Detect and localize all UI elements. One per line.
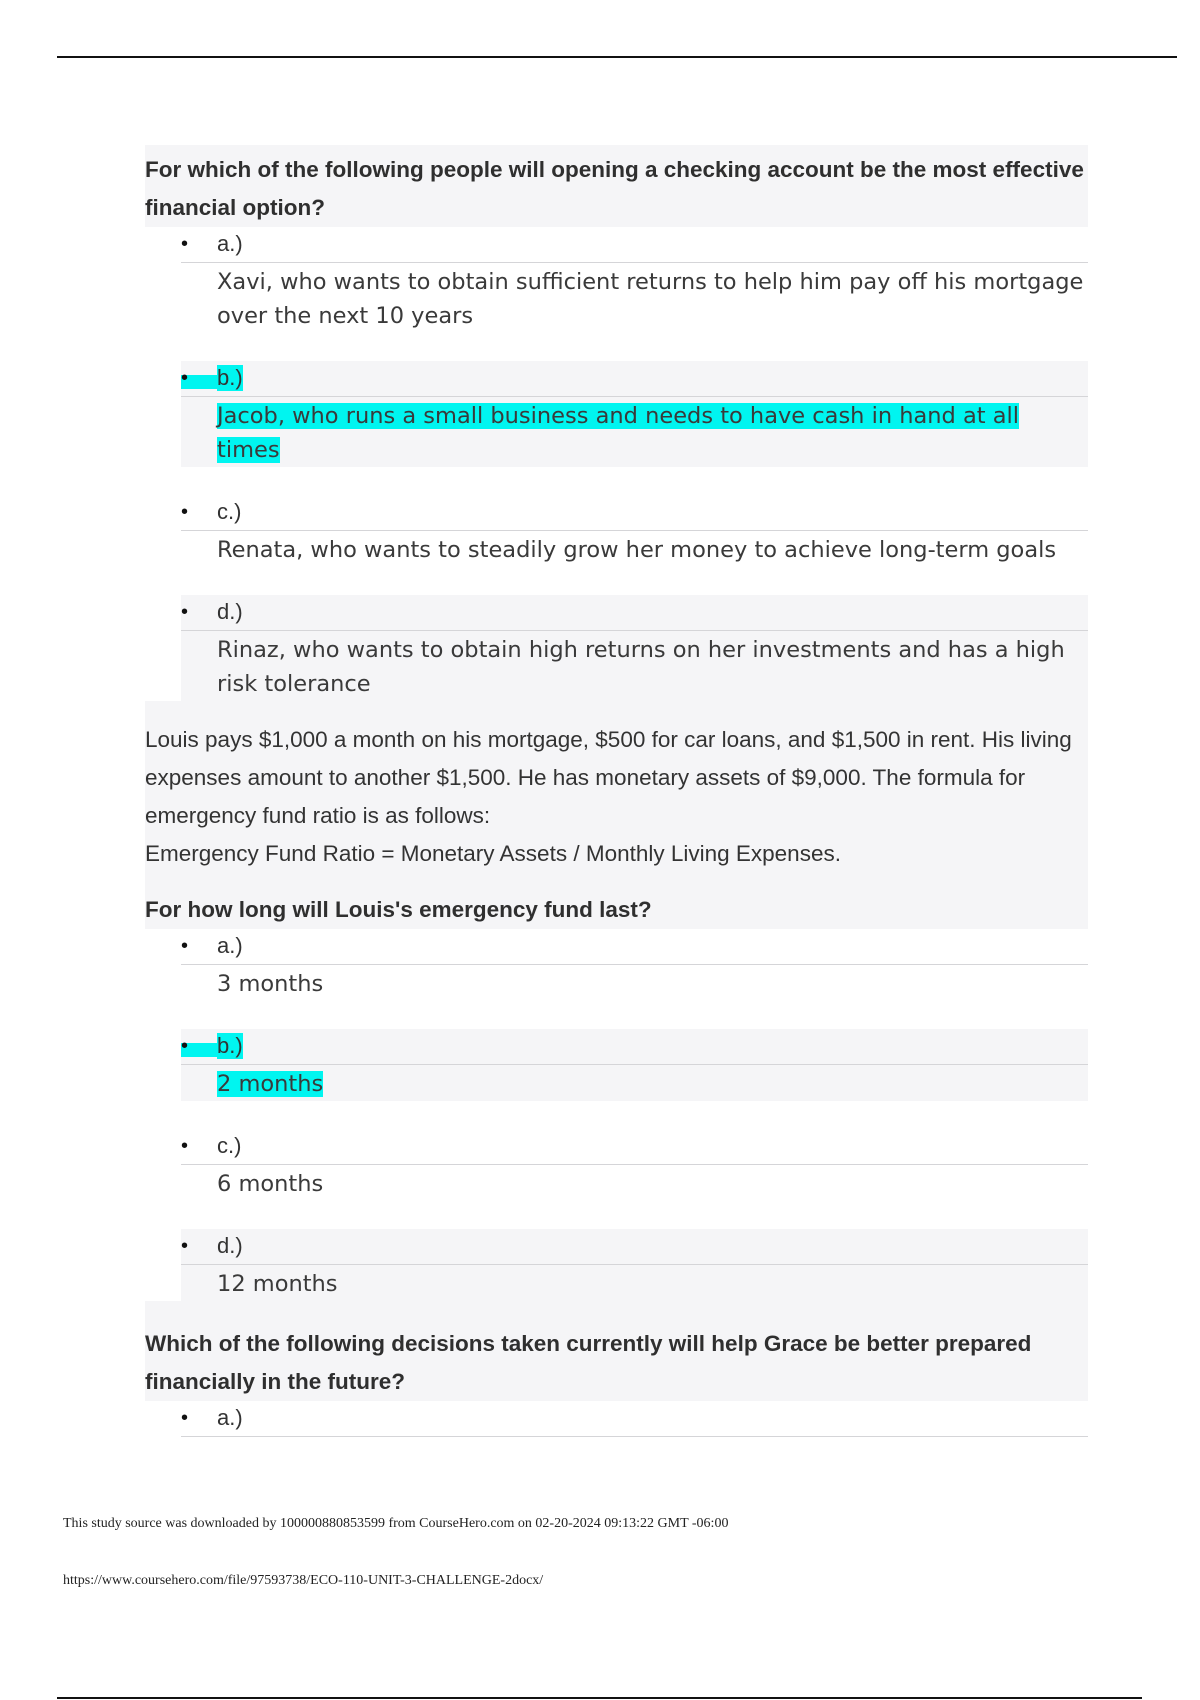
option-text: 6 months — [217, 1171, 324, 1197]
bullet-icon: • — [181, 1235, 189, 1257]
option-letter: d.) — [217, 1233, 243, 1258]
bullet-icon: • — [181, 367, 189, 389]
q2-option-b-selected[interactable] — [181, 1029, 1088, 1101]
question-3-text: Which of the following decisions taken currently will help Grace be better prepared financially in the future? — [145, 1331, 1032, 1394]
q2-option-a[interactable] — [181, 929, 1088, 1001]
q1-option-c[interactable] — [181, 495, 1088, 567]
stem-paragraph: Louis pays $1,000 a month on his mortgage, $500 for car loans, and $1,500 in rent. His living expenses amount to another $1,500. He has monetary assets of $9,000. The formula for emergency fund ratio is as follows: — [145, 727, 1072, 828]
bottom-rule — [57, 1697, 1142, 1699]
option-text: Renata, who wants to steadily grow her money to achieve long-term goals — [217, 537, 1057, 563]
bullet-icon: • — [181, 601, 189, 623]
option-letter: c.) — [217, 1133, 242, 1158]
q3-option-a[interactable] — [181, 1401, 1088, 1437]
question-1-prompt-panel — [145, 145, 1088, 227]
option-letter: c.) — [217, 499, 242, 524]
option-letter: d.) — [217, 599, 243, 624]
q2-option-d[interactable] — [181, 1229, 1088, 1301]
option-text: 3 months — [217, 971, 324, 997]
option-letter: a.) — [217, 1405, 243, 1430]
bullet-icon: • — [181, 233, 189, 255]
question-1-text: For which of the following people will opening a checking account be the most effective financial option? — [145, 157, 1084, 220]
bullet-icon: • — [181, 1035, 189, 1057]
question-2-text: For how long will Louis's emergency fund last? — [145, 897, 652, 922]
q1-option-a[interactable] — [181, 227, 1088, 333]
source-url[interactable]: https://www.coursehero.com/file/97593738/ECO-110-UNIT-3-CHALLENGE-2docx/ — [63, 1573, 544, 1588]
q1-option-d[interactable] — [181, 595, 1088, 701]
bullet-icon: • — [181, 1407, 189, 1429]
q1-option-b-selected[interactable] — [181, 361, 1088, 467]
option-letter: a.) — [217, 933, 243, 958]
question-2-prompt-panel — [145, 701, 1088, 929]
option-text: Jacob, who runs a small business and needs to have cash in hand at all times — [217, 403, 1020, 463]
option-text: 12 months — [217, 1271, 338, 1297]
option-letter: a.) — [217, 231, 243, 256]
option-text: Xavi, who wants to obtain sufficient returns to help him pay off his mortgage over the next 10 years — [217, 269, 1084, 329]
bullet-icon: • — [181, 1135, 189, 1157]
q2-option-c[interactable] — [181, 1129, 1088, 1201]
document-body — [145, 145, 1088, 1437]
question-2-stem — [145, 701, 1088, 883]
stem-formula: Emergency Fund Ratio = Monetary Assets / Monthly Living Expenses. — [145, 841, 841, 866]
bullet-icon: • — [181, 935, 189, 957]
bullet-icon: • — [181, 501, 189, 523]
option-letter: b.) — [217, 365, 243, 390]
option-letter: b.) — [217, 1033, 243, 1058]
download-source-note: This study source was downloaded by 100000880853599 from CourseHero.com on 02-20-2024 09:13:22 GMT -06:00 — [63, 1516, 729, 1531]
question-3-prompt-panel — [145, 1301, 1088, 1401]
option-text: Rinaz, who wants to obtain high returns on her investments and has a high risk tolerance — [217, 637, 1065, 697]
option-text: 2 months — [217, 1071, 324, 1097]
top-rule — [57, 56, 1177, 58]
